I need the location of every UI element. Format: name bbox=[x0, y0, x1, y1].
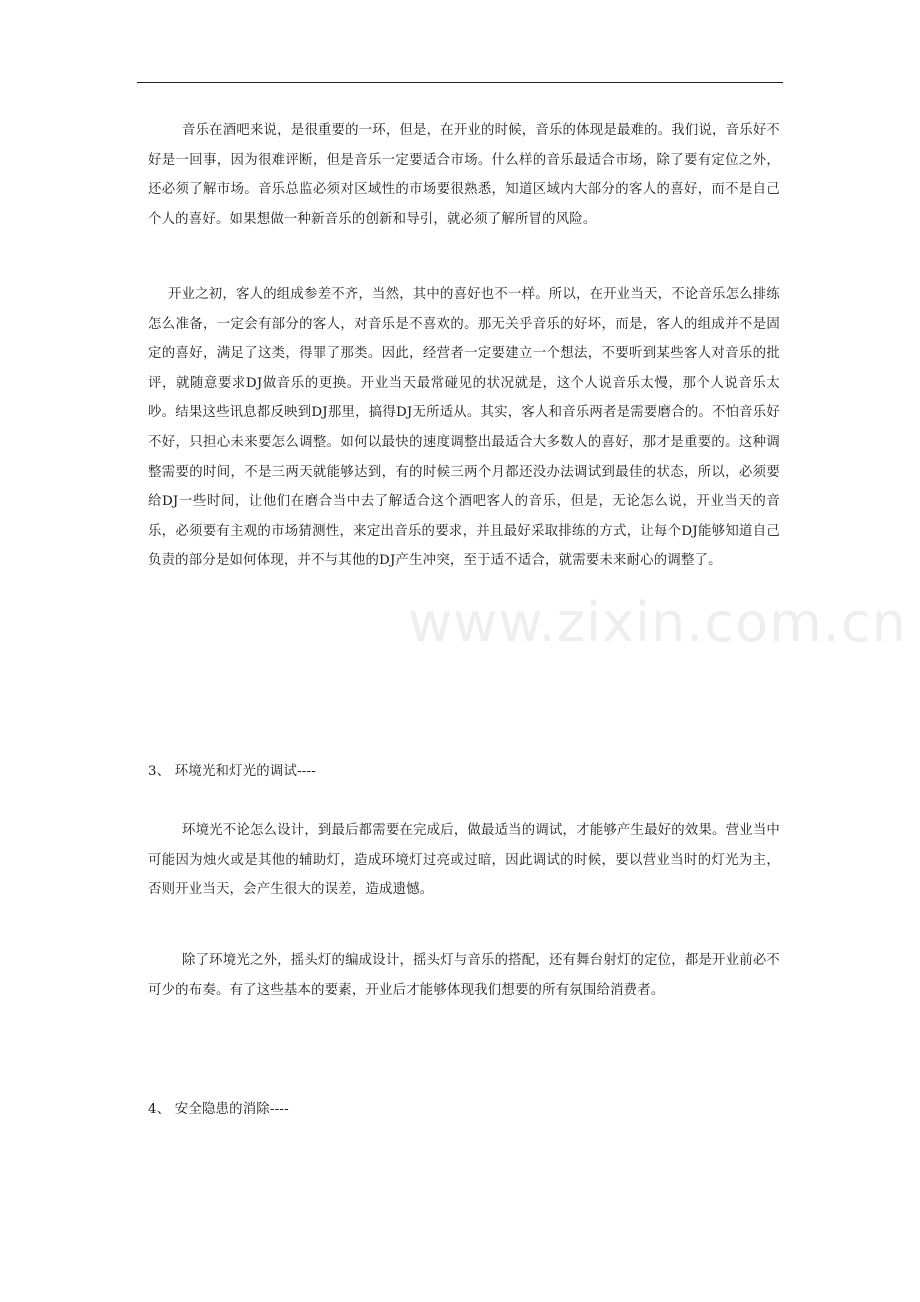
paragraph-music-importance: 音乐在酒吧来说，是很重要的一环，但是，在开业的时候，音乐的体现是最难的。我们说，音乐好不好是一回事，因为很难评断，但是音乐一定要适合市场。什么样的音乐最适合市场，除了要有定位之外，还必须了解市场。音乐总监必须对区域性的市场要很熟悉，知道区域内大部分的客人的喜好，而不是自己个人的喜好。如果想做一种新音乐的创新和导引，就必须了解所冒的风险。 bbox=[148, 123, 780, 227]
section-heading-safety: 4、 安全隐患的消除---- bbox=[148, 1102, 289, 1117]
paragraph-opening-customers: 开业之初，客人的组成参差不齐，当然，其中的喜好也不一样。所以，在开业当天，不论音乐怎么排练怎么准备，一定会有部分的客人，对音乐是不喜欢的。那无关乎音乐的好坏，而是，客人的组成并不是固定的喜好，满足了这类，得罪了那类。因此，经营者一定要建立一个想法，不要听到某些客人对音乐的批评，就随意要求DJ做音乐的更换。开业当天最常碰见的状况就是，这个人说音乐太慢，那个人说音乐太吵。结果这些讯息都反映到DJ那里，搞得DJ无所适从。其实，客人和音乐两者是需要磨合的。不怕音乐好不好，只担心未来要怎么调整。如何以最快的速度调整出最适合大多数人的喜好，那才是重要的。这种调整需要的时间，不是三两天就能够达到，有的时候三两个月都还没办法调试到最佳的状态，所以，必须要给DJ一些时间，让他们在磨合当中去了解适合这个酒吧客人的音乐，但是，无论怎么说，开业当天的音乐，必须要有主观的市场猜测性，来定出音乐的要求，并且最好采取排练的方式，让每个DJ能够知道自己负责的部分是如何体现，并不与其他的DJ产生冲突，至于适不适合，就需要未来耐心的调整了。 bbox=[148, 287, 780, 569]
watermark-text: www.zixin.com.cn bbox=[408, 591, 907, 654]
paragraph-moving-heads: 除了环境光之外，摇头灯的编成设计，摇头灯与音乐的搭配，还有舞台射灯的定位，都是开业前必不可少的布奏。有了这些基本的要素，开业后才能够体现我们想要的所有氛围给消费者。 bbox=[148, 953, 780, 998]
section-heading-lighting: 3、 环境光和灯光的调试---- bbox=[148, 764, 316, 779]
paragraph-ambient-light: 环境光不论怎么设计，到最后都需要在完成后，做最适当的调试，才能够产生最好的效果。营业当中可能因为烛火或是其他的辅助灯，造成环境灯过亮或过暗，因此调试的时候，要以营业当时的灯光为主，否则开业当天，会产生很大的误差，造成遗憾。 bbox=[148, 823, 780, 898]
header-rule bbox=[137, 82, 783, 83]
